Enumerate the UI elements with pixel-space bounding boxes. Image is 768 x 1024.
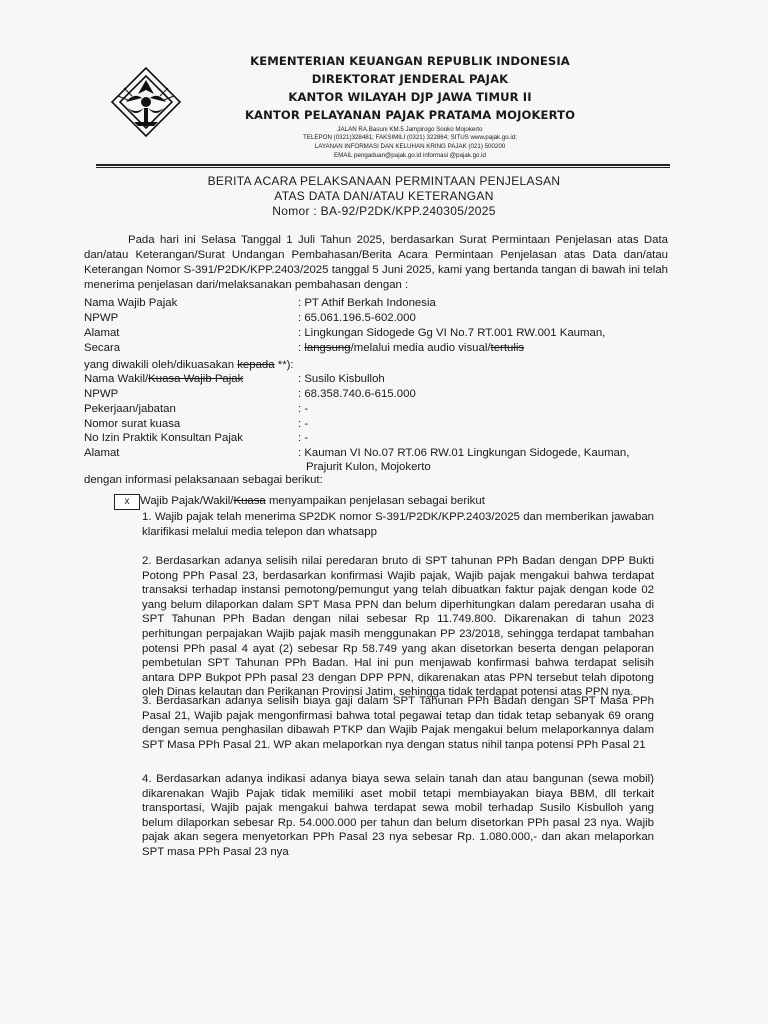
document-number: Nomor : BA-92/P2DK/KPP.240305/2025 <box>272 204 496 218</box>
struck-label: Kuasa Wajib Pajak <box>148 373 244 385</box>
field-value: : - <box>298 403 309 415</box>
letterhead-directorate: DIREKTORAT JENDERAL PAJAK <box>311 72 509 86</box>
field-label: NPWP <box>84 388 119 400</box>
field-value: : - <box>298 432 309 444</box>
letterhead-regional-office: KANTOR WILAYAH DJP JAWA TIMUR II <box>288 90 532 104</box>
field-value <box>298 341 524 355</box>
label-text: Nama Wakil/ <box>84 373 149 385</box>
field-label: No Izin Praktik Konsultan Pajak <box>84 432 243 444</box>
field-value: : - <box>298 418 309 430</box>
letterhead-phone: TELEPON (0321)328481; FAKSIMILI (0321) 322864; SITUS www.pajak.go.id; <box>303 134 517 141</box>
struck-option: langsung <box>304 342 351 354</box>
point-1: 1. Wajib pajak telah menerima SP2DK nomor S-391/P2DK/KPP.2403/2025 dan memberikan jawaban klarifikasi melalui media telepon dan whatsapp <box>142 511 654 538</box>
field-label: Alamat <box>84 447 120 459</box>
field-label <box>84 372 243 386</box>
info-lead: dengan informasi pelaksanaan sebagai berikut: <box>84 474 323 486</box>
point-2: 2. Berdasarkan adanya selisih nilai peredaran bruto di SPT tahunan PPh Badan dengan DPP Bukti Potong PPh Pasal 23, berdasarkan konfirmasi Wajib pajak, Wajib pajak mengakui bahwa terdapat transaksi terhadap instansi pemotong/pemungut yang telah dibuatkan faktur pajak dengan kode 02 yang belum dilaporkan dalam SPT Masa PPN dan belum diperhitungkan dalam peredaran usaha di SPT Tahunan PPh Badan dengan nilai sebesar Rp 11.749.800. Dikarenakan di tahun 2023 perhitungan perpajakan Wajib pajak masih menggunakan PP 23/2018, sehingga terdapat tambahan potensi PPh pasal 4 ayat (2) sebesar Rp 58.749 yang akan disetorkan beserta dengan pelaporan pembetulan SPT Tahunan PPh Badan. Hal ini pun menjawab konfirmasi bahwa terdapat selisih antara DPP Bukpot PPh pasal 23 dengan DPP PPN, dikarenakan atas PPN tersebut telah dipotong oleh Dinas kelautan dan Perikanan Provinsi Jatim, sehingga tidak terdapat potensi atas PPN nya. <box>142 555 654 699</box>
intro-paragraph: Pada hari ini Selasa Tanggal 1 Juli Tahun 2025, berdasarkan Surat Permintaan Penjelasan atas Data dan/atau Keterangan/Surat Undangan Pembahasan/Berita Acara Permintaan Penjelasan atas Data dan/atau Keterangan Nomor S-391/P2DK/KPP.2403/2025 tanggal 5 Juni 2025, kami yang bertanda tangan di bawah ini telah menerima penjelasan dari/melaksanakan pembahasan dengan : <box>84 234 668 291</box>
struck-word: Kuasa <box>233 495 266 507</box>
checkbox-label <box>140 494 485 508</box>
field-label: Secara <box>84 342 121 354</box>
letterhead-address: JALAN RA.Basuni KM.5 Jampirogo Sooko Mojokerto <box>337 126 483 133</box>
field-value: : 68.358.740.6-615.000 <box>298 388 416 400</box>
field-value: : Kauman VI No.07 RT.06 RW.01 Lingkungan Sidogede, Kauman, <box>298 447 630 459</box>
explanation-checkbox[interactable]: x <box>114 494 140 510</box>
field-value: : PT Athif Berkah Indonesia <box>298 297 436 309</box>
field-label: Nomor surat kuasa <box>84 418 181 430</box>
field-label: Nama Wajib Pajak <box>84 297 178 309</box>
field-value-continued: Prajurit Kulon, Mojokerto <box>306 461 431 473</box>
selected-option: /melalui media audio visual/ <box>350 342 491 354</box>
point-3: 3. Berdasarkan adanya selisih biaya gaji dalam SPT Tahunan PPh Badan dengan SPT Masa PPh Pasal 21, Wajib pajak mengonfirmasi bahwa total pegawai tetap dan tidak tetap sebanyak 69 orang dengan semua penghasilan dibawah PTKP dan Wajib Pajak mengakui belum melaporkannya dalam SPT Masa PPh Pasal 21. WP akan melaporkan nya dengan status nihil tanpa potensi PPh Pasal 21 <box>142 695 654 751</box>
colon: : <box>298 342 305 354</box>
lead-text-end: **): <box>274 359 294 371</box>
letterhead-email: EMAIL pengaduan@pajak.go.id informasi @pajak.go.id <box>334 152 486 159</box>
checkbox-label-text-end: menyampaikan penjelasan sebagai berikut <box>265 495 485 507</box>
checkbox-label-text: Wajib Pajak/Wakil/ <box>140 495 234 507</box>
letterhead-divider <box>96 164 670 166</box>
field-label: Alamat <box>84 327 120 339</box>
document-subtitle: ATAS DATA DAN/ATAU KETERANGAN <box>274 189 494 203</box>
point-4: 4. Berdasarkan adanya indikasi adanya biaya sewa selain tanah dan atau bangunan (sewa mobil) dikarenakan Wajib Pajak tidak memiliki aset mobil tetapi membiayakan biaya BBM, dll terkait transportasi, Wajib pajak mengakui bahwa terdapat sewa mobil terhadap Susilo Kisbulloh yang belum dilaporkan sebesar Rp. 54.000.000 per tahun dan belum disetorkan PPh pasal 23 nya. Wajib pajak akan segera menyetorkan PPh Pasal 23 nya sebesar Rp. 1.080.000,- dan akan melaporkan SPT masa PPh Pasal 23 nya <box>142 773 654 858</box>
letterhead-divider-thin <box>96 167 670 168</box>
ministry-of-finance-emblem-icon <box>104 62 188 146</box>
struck-word: kepada <box>237 359 275 371</box>
letterhead-ministry: KEMENTERIAN KEUANGAN REPUBLIK INDONESIA <box>250 54 570 68</box>
document-title: BERITA ACARA PELAKSANAAN PERMINTAAN PENJELASAN <box>207 174 561 188</box>
field-value: : 65.061.196.5-602.000 <box>298 312 416 324</box>
letterhead-tax-office: KANTOR PELAYANAN PAJAK PRATAMA MOJOKERTO <box>244 108 576 122</box>
lead-text: yang diwakili oleh/dikuasakan <box>84 359 238 371</box>
struck-option: tertulis <box>490 342 525 354</box>
field-value: : Lingkungan Sidogede Gg VI No.7 RT.001 RW.001 Kauman, <box>298 327 606 339</box>
represented-lead-text <box>84 358 294 372</box>
field-value: : Susilo Kisbulloh <box>298 373 385 385</box>
field-label: NPWP <box>84 312 119 324</box>
field-label: Pekerjaan/jabatan <box>84 403 176 415</box>
letterhead-service: LAYANAN INFORMASI DAN KELUHAN KRING PAJAK (021) 500200 <box>314 143 506 150</box>
